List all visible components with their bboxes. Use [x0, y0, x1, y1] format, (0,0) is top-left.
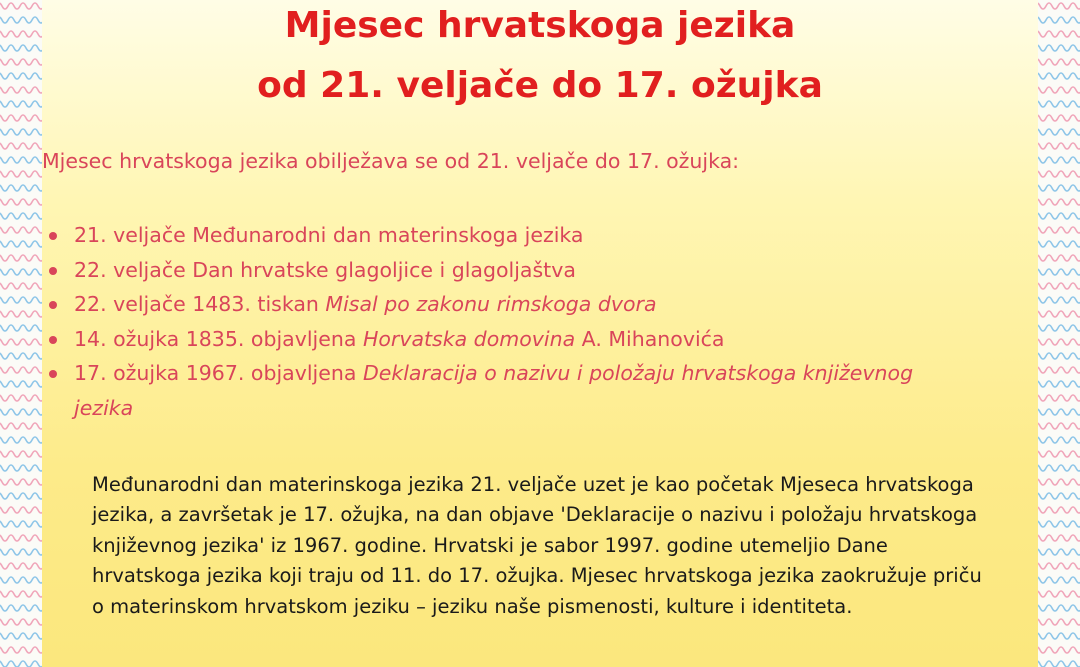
- wave-line: [1038, 647, 1080, 653]
- wave-line: [1038, 605, 1080, 611]
- wave-line: [0, 241, 42, 247]
- wave-line: [1038, 17, 1080, 23]
- wave-line: [0, 297, 42, 303]
- wave-line: [1038, 255, 1080, 261]
- wave-line: [0, 17, 42, 23]
- wave-line: [1038, 171, 1080, 177]
- list-item: [42, 253, 962, 288]
- wave-line: [1038, 507, 1080, 513]
- wave-line: [0, 171, 42, 177]
- list-item: [42, 218, 962, 253]
- wave-line: [0, 87, 42, 93]
- wave-line: [0, 493, 42, 499]
- wave-line: [1038, 493, 1080, 499]
- wave-line: [0, 115, 42, 121]
- wave-line: [1038, 269, 1080, 275]
- wave-line: [1038, 199, 1080, 205]
- event-work-title: Horvatska domovina: [362, 326, 576, 351]
- bullet-icon: [49, 301, 57, 309]
- wave-line: [1038, 143, 1080, 149]
- wave-line: [0, 227, 42, 233]
- wave-line: [0, 283, 42, 289]
- wave-line: [1038, 367, 1080, 373]
- body-paragraph: Međunarodni dan materinskoga jezika 21. veljače uzet je kao početak Mjeseca hrvatskoga jezika, a završetak je 17. ožujka, na dan objave 'Deklaracije o nazivu i položaju hrvatskoga književnog jezika' iz 1967. godine. Hrvatski je sabor 1997. godine utemeljio Dane hrvatskoga jezika koji traju od 11. do 17. ožujka. Mjesec hrvatskoga jezika zaokružuje priču o materinskom hrvatskom jeziku – jeziku naše pismenosti, kulture i identiteta.: [92, 473, 982, 618]
- wave-line: [0, 3, 42, 9]
- wave-line: [0, 423, 42, 429]
- wave-line: [1038, 115, 1080, 121]
- wave-line: [1038, 185, 1080, 191]
- wave-line: [1038, 283, 1080, 289]
- event-text: 1483. tiskan: [185, 292, 326, 316]
- wave-line: [1038, 661, 1080, 667]
- wave-line: [0, 395, 42, 401]
- wave-line: [1038, 451, 1080, 457]
- wave-line: [0, 591, 42, 597]
- wave-line: [1038, 73, 1080, 79]
- wave-line: [0, 311, 42, 317]
- wave-line: [0, 157, 42, 163]
- event-text: Međunarodni dan materinskoga jezika: [185, 223, 584, 247]
- bullet-icon: [49, 370, 57, 378]
- event-work-title: Deklaracija o nazivu i položaju hrvatskoga književnog jezika: [74, 361, 914, 420]
- wave-line: [0, 199, 42, 205]
- event-text: 1967. objavljena: [179, 361, 363, 385]
- wave-line: [1038, 409, 1080, 415]
- wave-line: [0, 577, 42, 583]
- wave-line: [1038, 423, 1080, 429]
- page-title: [42, 0, 1038, 116]
- wave-line: [1038, 339, 1080, 345]
- wave-line: [0, 185, 42, 191]
- wave-line: [0, 269, 42, 275]
- wave-line: [0, 535, 42, 541]
- event-author: A. Mihanovića: [575, 326, 725, 351]
- wave-line: [1038, 395, 1080, 401]
- event-text: 1835. objavljena: [179, 326, 363, 351]
- wave-line: [1038, 213, 1080, 219]
- wave-line: [1038, 563, 1080, 569]
- wave-line: [0, 31, 42, 37]
- wave-line: [0, 549, 42, 555]
- right-wave-border: [1038, 0, 1080, 667]
- wave-line: [0, 647, 42, 653]
- wave-line: [1038, 297, 1080, 303]
- wave-line: [0, 563, 42, 569]
- wave-line: [0, 451, 42, 457]
- bullet-icon: [49, 232, 57, 240]
- wave-line: [0, 437, 42, 443]
- wave-line: [0, 255, 42, 261]
- wave-line: [1038, 101, 1080, 107]
- wave-line: [0, 465, 42, 471]
- wave-line: [1038, 45, 1080, 51]
- wave-line: [1038, 577, 1080, 583]
- wave-line: [0, 143, 42, 149]
- wave-line: [0, 661, 42, 667]
- wave-line: [1038, 381, 1080, 387]
- wave-line: [1038, 31, 1080, 37]
- event-work-title: Misal po zakonu rimskoga dvora: [325, 292, 657, 316]
- wave-line: [1038, 311, 1080, 317]
- wave-line: [1038, 549, 1080, 555]
- wave-line: [0, 73, 42, 79]
- wave-line: [0, 409, 42, 415]
- title-line-1: Mjesec hrvatskoga jezika: [284, 5, 796, 46]
- wave-line: [0, 45, 42, 51]
- bullet-icon: [49, 267, 57, 275]
- poster-content: [42, 0, 1038, 667]
- wave-line: [1038, 227, 1080, 233]
- wave-line: [0, 633, 42, 639]
- event-date: 21. veljače: [74, 223, 186, 247]
- events-list: [42, 218, 962, 425]
- wave-line: [1038, 521, 1080, 527]
- wave-line: [1038, 325, 1080, 331]
- list-item: [42, 322, 962, 357]
- wave-pattern: [0, 0, 42, 667]
- wave-line: [0, 619, 42, 625]
- wave-line: [0, 325, 42, 331]
- wave-line: [1038, 465, 1080, 471]
- event-date: 14. ožujka: [74, 326, 180, 351]
- wave-line: [0, 59, 42, 65]
- wave-line: [1038, 437, 1080, 443]
- wave-line: [0, 507, 42, 513]
- wave-line: [1038, 535, 1080, 541]
- wave-line: [0, 479, 42, 485]
- event-date: 22. veljače: [74, 292, 186, 316]
- left-wave-border: [0, 0, 42, 667]
- wave-line: [1038, 633, 1080, 639]
- list-item: [42, 287, 962, 322]
- intro-text: Mjesec hrvatskoga jezika obilježava se od 21. veljače do 17. ožujka:: [42, 149, 740, 173]
- wave-line: [0, 367, 42, 373]
- title-line-2: od 21. veljače do 17. ožujka: [257, 65, 823, 106]
- event-date: 17. ožujka: [74, 361, 180, 385]
- wave-line: [0, 213, 42, 219]
- wave-line: [0, 101, 42, 107]
- wave-line: [1038, 59, 1080, 65]
- wave-line: [1038, 619, 1080, 625]
- wave-line: [0, 521, 42, 527]
- wave-line: [1038, 157, 1080, 163]
- list-item: [42, 356, 962, 425]
- wave-line: [1038, 241, 1080, 247]
- wave-pattern: [1038, 0, 1080, 667]
- bullet-icon: [49, 336, 57, 344]
- wave-line: [0, 605, 42, 611]
- wave-line: [1038, 3, 1080, 9]
- wave-line: [1038, 591, 1080, 597]
- wave-line: [1038, 87, 1080, 93]
- wave-line: [1038, 129, 1080, 135]
- wave-line: [1038, 353, 1080, 359]
- wave-line: [0, 129, 42, 135]
- event-text: Dan hrvatske glagoljice i glagoljaštva: [185, 257, 576, 282]
- wave-line: [0, 339, 42, 345]
- wave-line: [1038, 479, 1080, 485]
- event-date: 22. veljače: [74, 257, 186, 282]
- wave-line: [0, 353, 42, 359]
- wave-line: [0, 381, 42, 387]
